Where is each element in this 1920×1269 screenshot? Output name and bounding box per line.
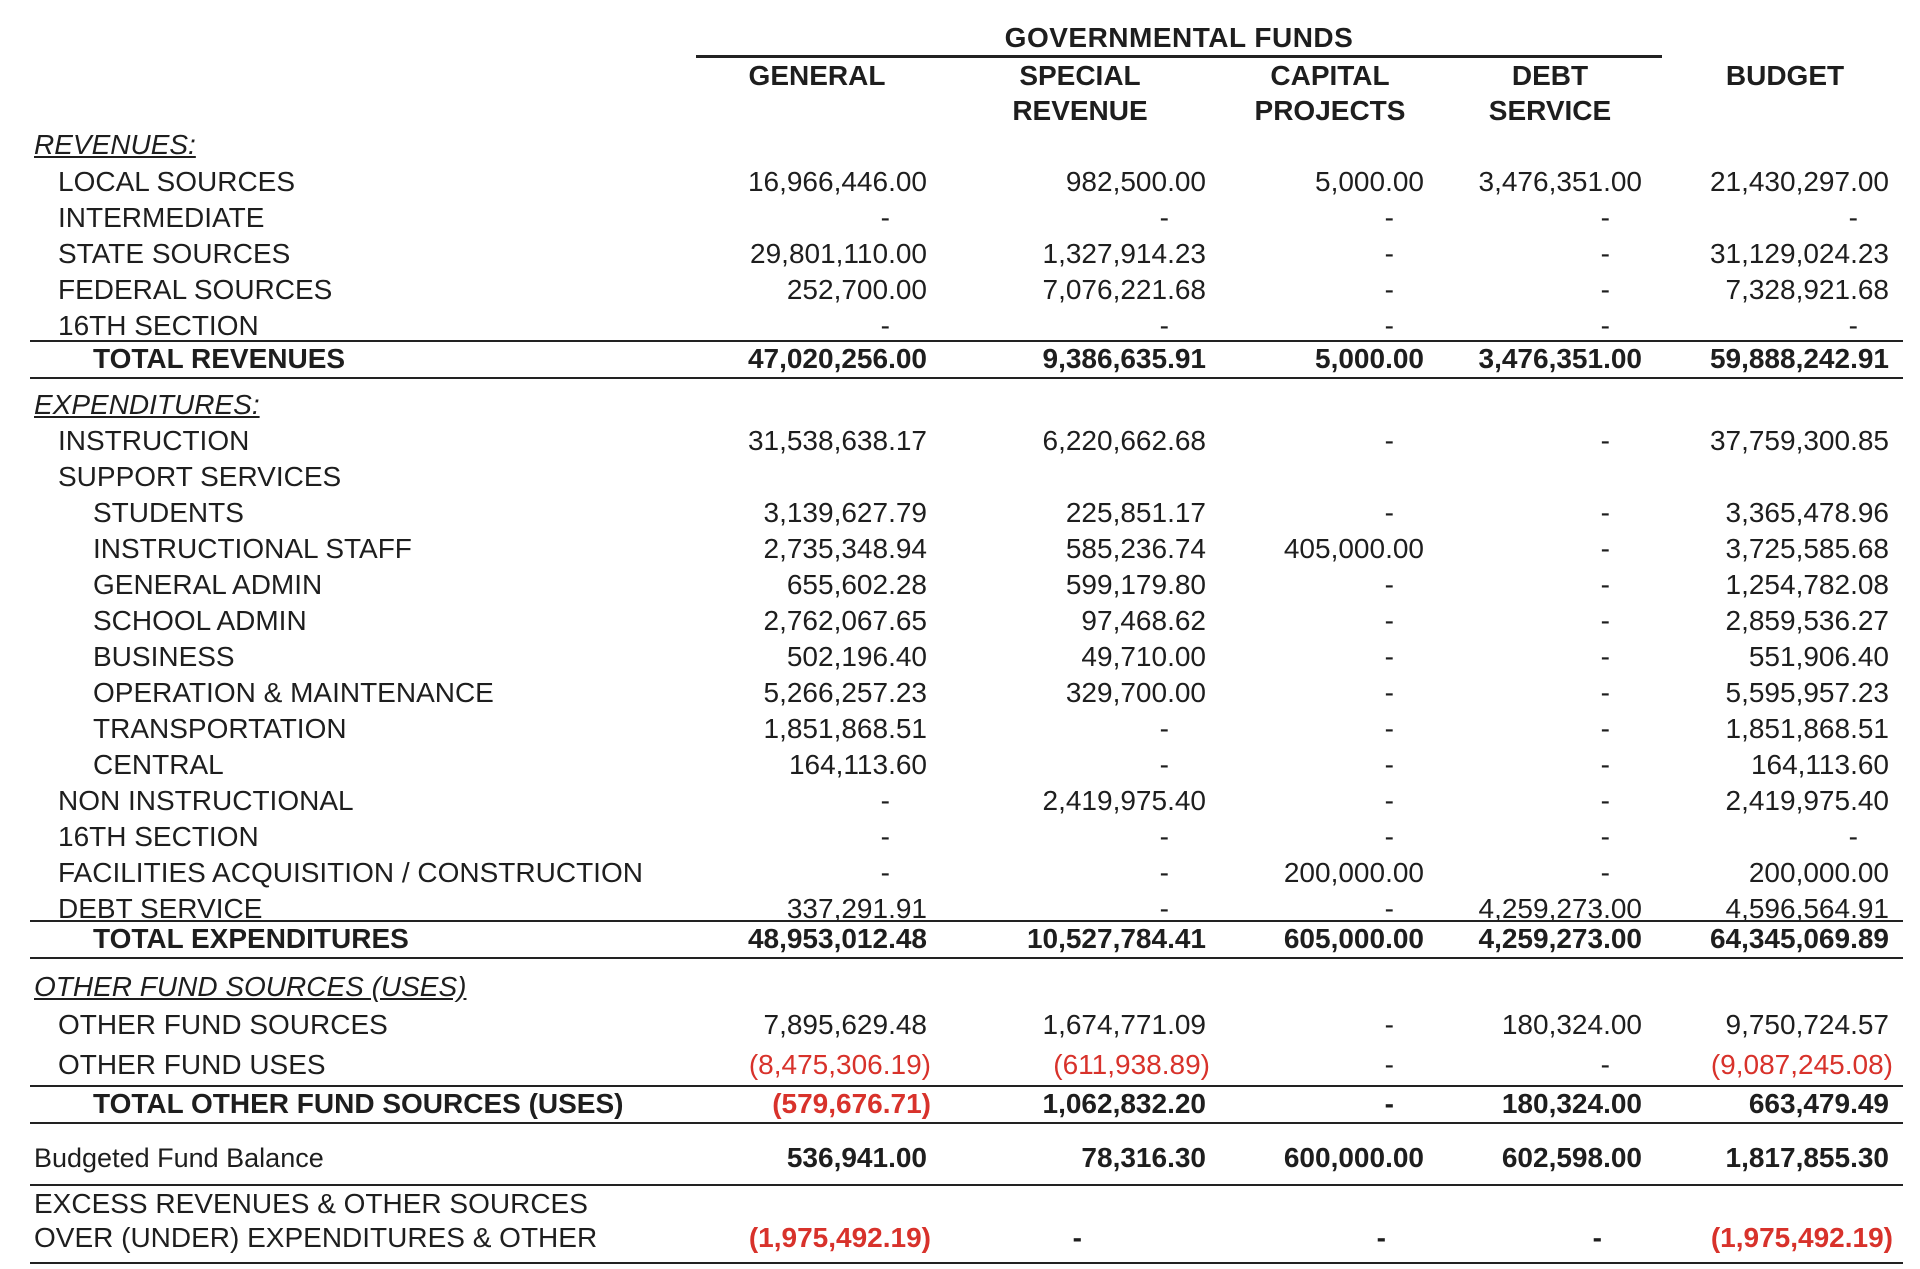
cell-capital-projects: - — [1384, 677, 1394, 708]
cell-budget: 9,750,724.57 — [1725, 1009, 1889, 1040]
cell-general: 337,291.91 — [786, 893, 927, 924]
cell-capital-projects: - — [1384, 641, 1394, 672]
table-row — [0, 639, 1920, 675]
total-other-fund-row — [0, 1086, 1920, 1122]
cell-special-revenue: (611,938.89) — [1053, 1049, 1210, 1080]
row-label: CENTRAL — [93, 749, 224, 780]
cell-special-revenue: - — [1159, 310, 1169, 341]
cell-debt-service: 180,324.00 — [1501, 1088, 1642, 1119]
row-label: OTHER FUND SOURCES — [58, 1009, 388, 1040]
row-label: INSTRUCTION — [58, 425, 250, 456]
cell-general: 502,196.40 — [786, 641, 927, 672]
cell-general: 48,953,012.48 — [747, 923, 927, 954]
cell-capital-projects: - — [1384, 893, 1394, 924]
cell-general: - — [880, 310, 890, 341]
cell-capital-projects: 600,000.00 — [1283, 1142, 1424, 1173]
row-label: SCHOOL ADMIN — [93, 605, 307, 636]
cell-capital-projects: - — [1384, 497, 1394, 528]
cell-budget: 1,817,855.30 — [1725, 1142, 1889, 1173]
revenues-label: REVENUES: — [34, 129, 196, 160]
other-fund-label: OTHER FUND SOURCES (USES) — [34, 971, 467, 1002]
row-label: OTHER FUND USES — [58, 1049, 326, 1080]
cell-debt-service: 3,476,351.00 — [1478, 166, 1642, 197]
cell-special-revenue: 329,700.00 — [1065, 677, 1206, 708]
cell-special-revenue: 7,076,221.68 — [1042, 274, 1206, 305]
other-fund-uses-row — [0, 1047, 1920, 1083]
cell-special-revenue: 1,327,914.23 — [1042, 238, 1206, 269]
cell-debt-service: 4,259,273.00 — [1478, 893, 1642, 924]
cell-general: 16,966,446.00 — [747, 166, 927, 197]
cell-special-revenue: 1,674,771.09 — [1042, 1009, 1206, 1040]
cell-general: 47,020,256.00 — [747, 343, 927, 374]
cell-special-revenue: - — [1159, 202, 1169, 233]
cell-general: 252,700.00 — [786, 274, 927, 305]
cell-general: 2,735,348.94 — [763, 533, 927, 564]
other-fund-sources-row — [0, 1007, 1920, 1043]
cell-budget: 551,906.40 — [1748, 641, 1889, 672]
cell-special-revenue: 225,851.17 — [1065, 497, 1206, 528]
cell-special-revenue: - — [1159, 857, 1169, 888]
row-label: Budgeted Fund Balance — [34, 1143, 324, 1173]
cell-capital-projects: - — [1384, 202, 1394, 233]
cell-debt-service: - — [1600, 1049, 1610, 1080]
cell-debt-service: - — [1600, 857, 1610, 888]
cell-debt-service: 180,324.00 — [1501, 1009, 1642, 1040]
col-head-debt-service: DEBT SERVICE — [1488, 60, 1612, 126]
cell-capital-projects: - — [1384, 569, 1394, 600]
cell-capital-projects: - — [1384, 605, 1394, 636]
cell-special-revenue: - — [1159, 749, 1169, 780]
row-label: FEDERAL SOURCES — [58, 274, 333, 305]
cell-special-revenue: 6,220,662.68 — [1042, 425, 1206, 456]
cell-general: 5,266,257.23 — [763, 677, 927, 708]
cell-debt-service: - — [1600, 497, 1610, 528]
cell-capital-projects: - — [1376, 1222, 1386, 1253]
cell-debt-service: 4,259,273.00 — [1478, 923, 1642, 954]
cell-budget: - — [1848, 202, 1858, 233]
cell-general: 3,139,627.79 — [763, 497, 927, 528]
rule-bottom — [30, 1262, 1903, 1264]
cell-general: - — [880, 202, 890, 233]
cell-special-revenue: 97,468.62 — [1081, 605, 1206, 636]
row-label: INTERMEDIATE — [58, 202, 265, 233]
cell-general: (8,475,306.19) — [748, 1049, 931, 1080]
cell-debt-service: - — [1600, 821, 1610, 852]
rule-below-total-revenues — [30, 377, 1903, 379]
cell-debt-service: 3,476,351.00 — [1478, 343, 1642, 374]
cell-budget: 59,888,242.91 — [1709, 343, 1889, 374]
budgeted-fund-balance-row — [0, 1140, 1920, 1176]
cell-capital-projects: - — [1384, 274, 1394, 305]
table-row — [0, 236, 1920, 272]
cell-budget: 2,419,975.40 — [1725, 785, 1889, 816]
rule-below-total-other-fund — [30, 1122, 1903, 1124]
cell-special-revenue: 1,062,832.20 — [1042, 1088, 1206, 1119]
cell-budget: 31,129,024.23 — [1709, 238, 1889, 269]
table-row — [0, 747, 1920, 783]
excess-row-line1 — [0, 1186, 1920, 1222]
cell-debt-service: - — [1600, 641, 1610, 672]
cell-debt-service: - — [1600, 274, 1610, 305]
cell-debt-service: - — [1600, 310, 1610, 341]
cell-debt-service: - — [1600, 605, 1610, 636]
cell-debt-service: - — [1600, 533, 1610, 564]
excess-row — [0, 1220, 1920, 1256]
table-row — [0, 819, 1920, 855]
cell-capital-projects: - — [1384, 749, 1394, 780]
table-row — [0, 567, 1920, 603]
cell-debt-service: - — [1592, 1222, 1602, 1253]
expenditures-section-header — [0, 387, 1920, 423]
excess-label-line2: OVER (UNDER) EXPENDITURES & OTHER — [34, 1222, 598, 1253]
cell-budget: 21,430,297.00 — [1709, 166, 1889, 197]
cell-general: - — [880, 785, 890, 816]
row-label: OPERATION & MAINTENANCE — [93, 677, 494, 708]
support-services-row — [0, 459, 1920, 495]
cell-capital-projects: - — [1384, 425, 1394, 456]
row-label: STUDENTS — [93, 497, 244, 528]
cell-general: (579,676.71) — [772, 1088, 931, 1119]
cell-special-revenue: 78,316.30 — [1081, 1142, 1206, 1173]
cell-budget: 3,725,585.68 — [1725, 533, 1889, 564]
cell-general: 7,895,629.48 — [763, 1009, 927, 1040]
cell-capital-projects: - — [1384, 785, 1394, 816]
cell-special-revenue: 585,236.74 — [1065, 533, 1206, 564]
cell-special-revenue: 982,500.00 — [1065, 166, 1206, 197]
cell-budget: 64,345,069.89 — [1709, 923, 1889, 954]
cell-debt-service: 602,598.00 — [1501, 1142, 1642, 1173]
col-head-general: GENERAL — [748, 60, 886, 91]
cell-capital-projects: 5,000.00 — [1315, 166, 1424, 197]
cell-general: 2,762,067.65 — [763, 605, 927, 636]
cell-debt-service: - — [1600, 238, 1610, 269]
cell-debt-service: - — [1600, 425, 1610, 456]
cell-budget: 37,759,300.85 — [1709, 425, 1889, 456]
row-label: STATE SOURCES — [58, 238, 291, 269]
support-services-label: SUPPORT SERVICES — [58, 461, 342, 492]
cell-budget: 7,328,921.68 — [1725, 274, 1889, 305]
row-label: DEBT SERVICE — [58, 893, 263, 924]
table-row — [0, 603, 1920, 639]
cell-special-revenue: 2,419,975.40 — [1042, 785, 1206, 816]
excess-label-line1: EXCESS REVENUES & OTHER SOURCES — [34, 1188, 588, 1219]
cell-special-revenue: 599,179.80 — [1065, 569, 1206, 600]
table-row — [0, 675, 1920, 711]
cell-general: (1,975,492.19) — [748, 1222, 931, 1253]
cell-general: 655,602.28 — [786, 569, 927, 600]
cell-budget: 3,365,478.96 — [1725, 497, 1889, 528]
cell-capital-projects: - — [1384, 1049, 1394, 1080]
cell-budget: (9,087,245.08) — [1710, 1049, 1893, 1080]
cell-general: 29,801,110.00 — [750, 238, 927, 269]
instruction-row — [0, 423, 1920, 459]
cell-capital-projects: 405,000.00 — [1283, 533, 1424, 564]
row-label: NON INSTRUCTIONAL — [58, 785, 354, 816]
col-head-capital-projects: CAPITAL PROJECTS — [1254, 60, 1406, 126]
cell-general: - — [880, 857, 890, 888]
row-label: 16TH SECTION — [58, 821, 259, 852]
cell-capital-projects: - — [1384, 713, 1394, 744]
cell-budget: 1,254,782.08 — [1725, 569, 1889, 600]
cell-capital-projects: - — [1384, 1009, 1394, 1040]
cell-debt-service: - — [1600, 677, 1610, 708]
col-head-budget: BUDGET — [1725, 60, 1845, 91]
table-row — [0, 531, 1920, 567]
cell-budget: 4,596,564.91 — [1725, 893, 1889, 924]
cell-capital-projects: - — [1384, 238, 1394, 269]
cell-capital-projects: - — [1384, 310, 1394, 341]
table-row — [0, 200, 1920, 236]
cell-debt-service: - — [1600, 713, 1610, 744]
cell-special-revenue: - — [1159, 893, 1169, 924]
cell-special-revenue: 10,527,784.41 — [1026, 923, 1206, 954]
cell-budget: (1,975,492.19) — [1710, 1222, 1893, 1253]
row-label: BUSINESS — [93, 641, 235, 672]
table-row — [0, 855, 1920, 891]
table-row — [0, 308, 1920, 344]
row-label: TOTAL REVENUES — [93, 343, 346, 374]
cell-general: - — [880, 821, 890, 852]
cell-debt-service: - — [1600, 569, 1610, 600]
cell-budget: 5,595,957.23 — [1725, 677, 1889, 708]
cell-budget: - — [1848, 310, 1858, 341]
cell-budget: 1,851,868.51 — [1725, 713, 1889, 744]
cell-general: 1,851,868.51 — [763, 713, 927, 744]
row-label: INSTRUCTIONAL STAFF — [93, 533, 412, 564]
cell-capital-projects: 200,000.00 — [1283, 857, 1424, 888]
cell-budget: 164,113.60 — [1750, 749, 1889, 780]
row-label: LOCAL SOURCES — [58, 166, 296, 197]
cell-special-revenue: - — [1159, 821, 1169, 852]
table-row — [0, 711, 1920, 747]
cell-debt-service: - — [1600, 202, 1610, 233]
rule-below-total-expenditures — [30, 957, 1903, 959]
governmental-funds-title: GOVERNMENTAL FUNDS — [1004, 22, 1354, 53]
cell-debt-service: - — [1600, 749, 1610, 780]
table-row — [0, 495, 1920, 531]
cell-special-revenue: - — [1072, 1222, 1082, 1253]
revenues-section-header — [0, 127, 1920, 163]
cell-budget: 2,859,536.27 — [1725, 605, 1889, 636]
cell-special-revenue: 9,386,635.91 — [1042, 343, 1206, 374]
total-revenues-row — [0, 341, 1920, 377]
other-fund-section-header — [0, 969, 1920, 1005]
cell-budget: 200,000.00 — [1748, 857, 1889, 888]
table-row — [0, 164, 1920, 200]
cell-capital-projects: 605,000.00 — [1283, 923, 1424, 954]
row-label: FACILITIES ACQUISITION / CONSTRUCTION — [58, 857, 643, 888]
row-label: TRANSPORTATION — [93, 713, 347, 744]
cell-special-revenue: - — [1159, 713, 1169, 744]
row-label: TOTAL OTHER FUND SOURCES (USES) — [93, 1088, 624, 1119]
cell-general: 536,941.00 — [786, 1142, 927, 1173]
table-row — [0, 272, 1920, 308]
col-head-special-revenue: SPECIAL REVENUE — [1012, 60, 1148, 126]
cell-capital-projects: 5,000.00 — [1315, 343, 1424, 374]
cell-general: 31,538,638.17 — [747, 425, 927, 456]
total-expenditures-row — [0, 921, 1920, 957]
table-row — [0, 783, 1920, 819]
cell-budget: 663,479.49 — [1748, 1088, 1889, 1119]
cell-general: 164,113.60 — [788, 749, 927, 780]
cell-budget: - — [1848, 821, 1858, 852]
cell-capital-projects: - — [1384, 1088, 1394, 1119]
expenditures-label: EXPENDITURES: — [34, 389, 260, 420]
cell-capital-projects: - — [1384, 821, 1394, 852]
row-label: GENERAL ADMIN — [93, 569, 323, 600]
row-label: TOTAL EXPENDITURES — [93, 923, 409, 954]
cell-debt-service: - — [1600, 785, 1610, 816]
row-label: 16TH SECTION — [58, 310, 259, 341]
cell-special-revenue: 49,710.00 — [1081, 641, 1206, 672]
